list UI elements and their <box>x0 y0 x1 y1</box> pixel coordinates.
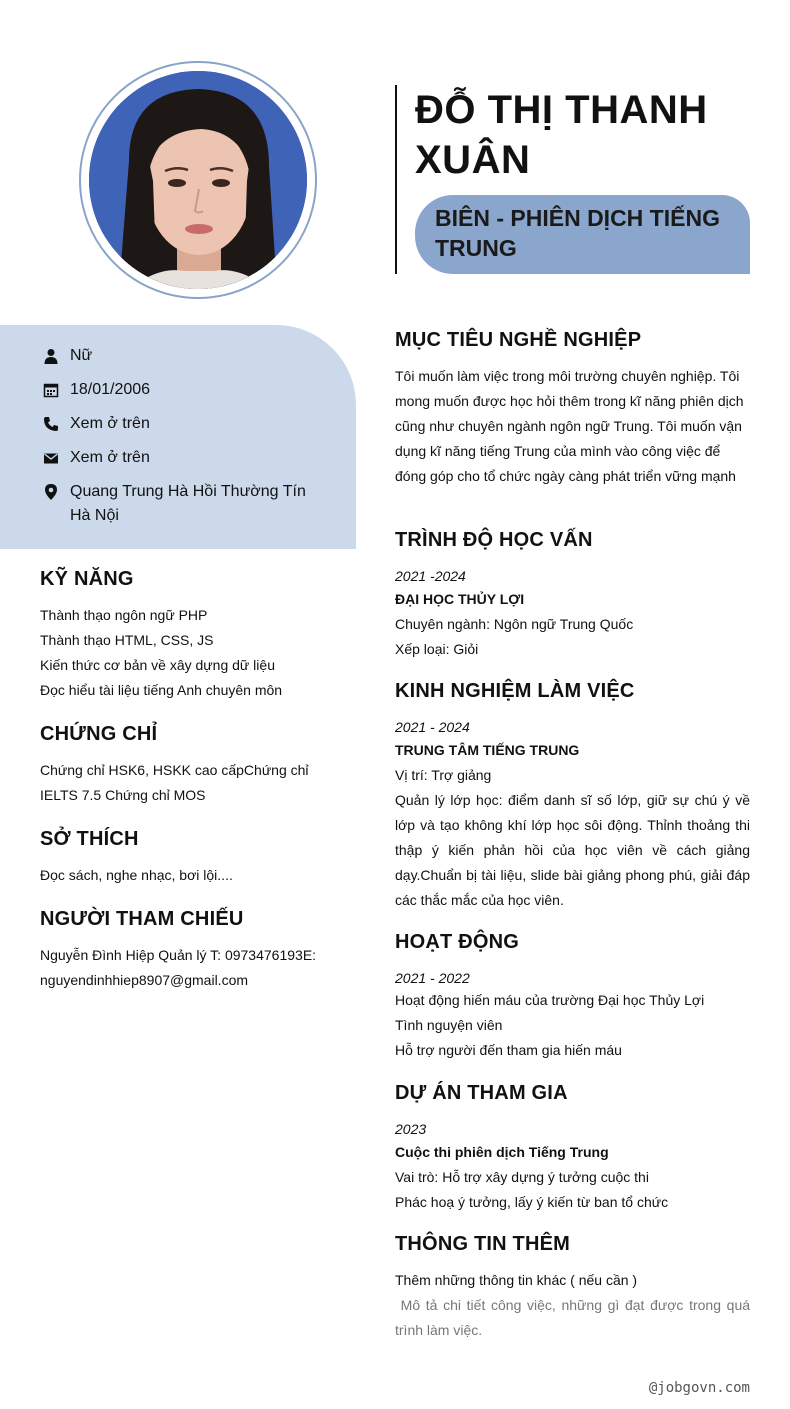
objective-section <box>395 327 750 489</box>
experience-period: 2021 - 2024 <box>395 719 470 735</box>
dob-value: 18/01/2006 <box>70 381 151 398</box>
footer-watermark: @jobgovn.com <box>648 1380 750 1396</box>
phone-row <box>40 412 330 436</box>
dob-row <box>40 378 330 402</box>
certificates-heading: CHỨNG CHỈ <box>40 723 158 745</box>
job-title: BIÊN - PHIÊN DỊCH TIẾNG TRUNG <box>435 205 720 261</box>
education-major: Chuyên ngành: Ngôn ngữ Trung Quốc <box>395 616 634 632</box>
projects-heading: DỰ ÁN THAM GIA <box>395 1082 568 1104</box>
experience-description: Quản lý lớp học: điểm danh sĩ số lớp, giữ sự chú ý về lớp và tạo không khí lớp học sôi động. Thỉnh thoảng thi thập ý kiến phản hồi của học viên về cách giảng dạy.Chuẩn bị tài liệu, slide bài giảng phong phú, giải đáp các thắc mắc của học viên. <box>395 792 750 908</box>
references-section <box>40 906 340 993</box>
skill-item: Thành thạo ngôn ngữ PHP <box>40 607 208 623</box>
gender-row <box>40 344 330 368</box>
calendar-icon <box>40 379 62 401</box>
portrait-image <box>89 71 307 289</box>
role-banner <box>415 195 750 274</box>
hobbies-section <box>40 826 340 888</box>
experience-section <box>395 678 750 913</box>
project-name: Cuộc thi phiên dịch Tiếng Trung <box>395 1144 609 1160</box>
activities-period: 2021 - 2022 <box>395 970 470 986</box>
skill-item: Đọc hiểu tài liệu tiếng Anh chuyên môn <box>40 682 283 698</box>
skills-section <box>40 566 340 703</box>
education-school: ĐẠI HỌC THỦY LỢI <box>395 591 525 607</box>
extra-info-heading: THÔNG TIN THÊM <box>395 1233 571 1255</box>
education-period: 2021 -2024 <box>395 568 466 584</box>
skill-item: Thành thạo HTML, CSS, JS <box>40 632 214 648</box>
mail-icon <box>40 447 62 469</box>
objective-heading: MỤC TIÊU NGHỀ NGHIỆP <box>395 329 642 351</box>
activities-heading: HOẠT ĐỘNG <box>395 931 520 953</box>
address-row <box>40 480 330 528</box>
phone-value[interactable]: Xem ở trên <box>70 415 150 432</box>
extra-info-line2: Mô tả chi tiết công việc, những gì đạt được trong quá trình làm việc. <box>395 1297 754 1338</box>
skill-item: Kiến thức cơ bản về xây dựng dữ liệu <box>40 657 275 673</box>
address-value: Quang Trung Hà Hồi Thường Tín Hà Nội <box>70 483 306 524</box>
projects-period: 2023 <box>395 1121 427 1137</box>
certificates-section <box>40 721 340 808</box>
email-value[interactable]: Xem ở trên <box>70 449 150 466</box>
objective-text: Tôi muốn làm việc trong môi trường chuyên nghiệp. Tôi mong muốn được học hỏi thêm trong kĩ năng phiên dịch cũng như chuyên ngành ngôn ngữ Trung. Tôi muốn vận dụng kĩ năng tiếng Trung của mình vào công việc để đóng góp cho tổ chức ngày càng phát triển vững mạnh <box>395 368 744 484</box>
phone-icon <box>40 413 62 435</box>
name-accent-bar <box>395 85 397 274</box>
education-heading: TRÌNH ĐỘ HỌC VẤN <box>395 529 593 551</box>
project-item: Phác hoạ ý tưởng, lấy ý kiến từ ban tổ chức <box>395 1194 669 1210</box>
skills-heading: KỸ NĂNG <box>40 568 134 590</box>
activity-item: Hỗ trợ người đến tham gia hiến máu <box>395 1042 622 1058</box>
extra-info-section <box>395 1231 754 1343</box>
education-grade: Xếp loại: Giỏi <box>395 641 479 657</box>
gender-value: Nữ <box>70 347 93 364</box>
experience-position: Vị trí: Trợ giảng <box>395 767 492 783</box>
email-row <box>40 446 330 470</box>
certificates-text: Chứng chỉ HSK6, HSKK cao cấpChứng chỉ IELTS 7.5 Chứng chỉ MOS <box>40 762 309 803</box>
hobbies-heading: SỞ THÍCH <box>40 828 139 850</box>
experience-company: TRUNG TÂM TIẾNG TRUNG <box>395 742 580 758</box>
references-heading: NGƯỜI THAM CHIẾU <box>40 908 244 930</box>
person-icon <box>40 345 62 367</box>
hobbies-text: Đọc sách, nghe nhạc, bơi lội.... <box>40 867 233 883</box>
full-name: ĐỖ THỊ THANH XUÂN <box>415 88 708 182</box>
avatar <box>89 71 307 289</box>
projects-section <box>395 1080 750 1215</box>
experience-heading: KINH NGHIỆM LÀM VIỆC <box>395 680 635 702</box>
activity-item: Tình nguyện viên <box>395 1017 503 1033</box>
education-section <box>395 527 750 662</box>
location-icon <box>40 481 62 503</box>
extra-info-line1: Thêm những thông tin khác ( nếu cần ) <box>395 1272 638 1288</box>
activities-section <box>395 929 750 1063</box>
project-item: Vai trò: Hỗ trợ xây dựng ý tưởng cuộc thi <box>395 1169 649 1185</box>
activity-item: Hoạt động hiến máu của trường Đại học Thủy Lợi <box>395 992 705 1008</box>
references-text: Nguyễn Đình Hiệp Quản lý T: 0973476193E: nguyendinhhiep8907@gmail.com <box>40 947 317 988</box>
